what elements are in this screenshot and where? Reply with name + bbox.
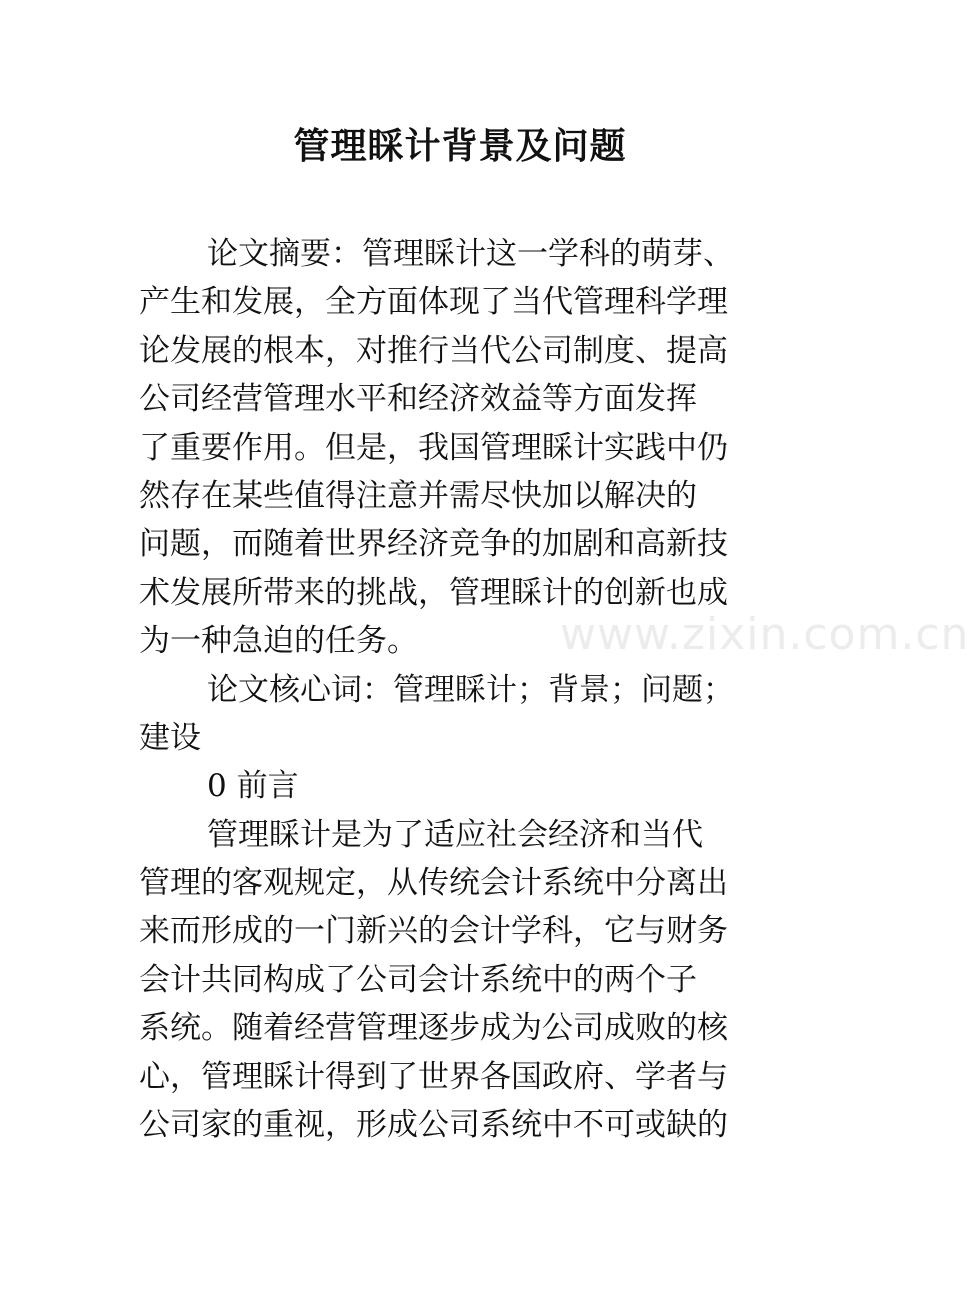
abstract-line: 了重要作用。但是，我国管理睬计实践中仍 bbox=[139, 429, 728, 466]
abstract-line: 论发展的根本，对推行当代公司制度、提高 bbox=[139, 332, 728, 369]
paragraph-line: 管理睬计是为了适应社会经济和当代 bbox=[207, 816, 703, 853]
paragraph-line: 来而形成的一门新兴的会计学科，它与财务 bbox=[139, 913, 728, 950]
abstract-line: 公司经营管理水平和经济效益等方面发挥 bbox=[139, 381, 697, 418]
document-body bbox=[139, 230, 819, 1149]
paragraph-line: 公司家的重视，形成公司系统中不可或缺的 bbox=[139, 1107, 728, 1144]
paragraph-line: 心，管理睬计得到了世界各国政府、学者与 bbox=[139, 1058, 728, 1095]
keywords-line: 论文核心词：管理睬计；背景；问题； bbox=[207, 671, 734, 708]
section-heading: 0 前言 bbox=[207, 768, 299, 805]
paragraph-line: 管理的客观规定，从传统会计系统中分离出 bbox=[139, 865, 728, 902]
paragraph-line: 会计共同构成了公司会计系统中的两个子 bbox=[139, 961, 697, 998]
abstract-line: 为一种急迫的任务。 bbox=[139, 623, 418, 660]
document-title: 管理睬计背景及问题 bbox=[293, 126, 627, 167]
abstract-line: 问题，而随着世界经济竞争的加剧和高新技 bbox=[139, 526, 728, 563]
keywords-line: 建设 bbox=[139, 719, 201, 756]
paragraph-line: 系统。随着经营管理逐步成为公司成败的核 bbox=[139, 1010, 728, 1047]
watermark: www.zixin.com.cn bbox=[560, 609, 969, 660]
abstract-line: 产生和发展，全方面体现了当代管理科学理 bbox=[139, 284, 728, 321]
abstract-line: 术发展所带来的挑战，管理睬计的创新也成 bbox=[139, 574, 728, 611]
abstract-line: 论文摘要：管理睬计这一学科的萌芽、 bbox=[207, 236, 734, 272]
abstract-line: 然存在某些值得注意并需尽快加以解决的 bbox=[139, 477, 697, 514]
